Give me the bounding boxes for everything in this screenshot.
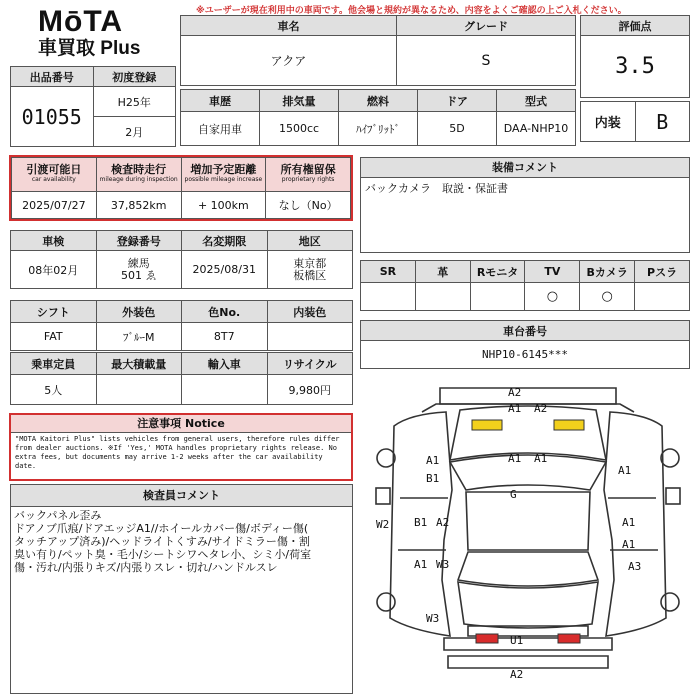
damage-mark: A1 bbox=[426, 454, 440, 467]
inspector-box bbox=[10, 484, 353, 694]
spec-header: 車歴 bbox=[181, 90, 260, 112]
spec-value: ﾊｲﾌﾞﾘｯﾄﾞ bbox=[339, 112, 418, 146]
rights-label: 所有権留保 bbox=[280, 162, 336, 176]
caution-title: 注意事項 Notice bbox=[11, 415, 351, 433]
car-table bbox=[180, 15, 576, 86]
caution-frame bbox=[9, 413, 353, 481]
option-value: ○ bbox=[525, 283, 580, 311]
equipment-title: 装備コメント bbox=[361, 158, 689, 178]
option-value bbox=[361, 283, 416, 311]
district-city: 板橋区 bbox=[293, 268, 327, 282]
delivery-header bbox=[12, 158, 97, 192]
first-reg-month: 2月 bbox=[93, 117, 176, 147]
damage-mark: A1 bbox=[622, 538, 636, 551]
increase-sub: possible mileage increase bbox=[184, 175, 263, 183]
reg-header: 名変期限 bbox=[182, 231, 268, 251]
top-notice: ※ユーザーが現在利用中の車両です。他会場と規約が異なるため、内容をよくご確認の上ご入札ください。 bbox=[196, 6, 627, 16]
damage-mark: A1 bbox=[622, 516, 636, 529]
logo-line1: MōTA bbox=[38, 5, 124, 38]
specs-table bbox=[180, 89, 576, 146]
delivery-table bbox=[11, 157, 351, 219]
damage-mark: G bbox=[510, 488, 517, 501]
mileage-label: 検査時走行 bbox=[111, 162, 167, 176]
inspector-line: バックパネル歪み bbox=[14, 509, 102, 522]
damage-mark: A1 bbox=[618, 464, 632, 477]
first-reg-year: H25年 bbox=[93, 87, 176, 117]
spec-value: 5D bbox=[418, 112, 497, 146]
options-table bbox=[360, 260, 690, 311]
damage-mark: A3 bbox=[628, 560, 642, 573]
damage-mark: A1 bbox=[508, 452, 522, 465]
capacity-header: 輸入車 bbox=[182, 353, 268, 375]
option-header: Bカメラ bbox=[580, 261, 635, 283]
option-header: TV bbox=[525, 261, 580, 283]
damage-mark: A1 bbox=[414, 558, 428, 571]
inspector-line: 傷・汚れ/内張りキズ/内張りスレ・切れ/ハンドルスレ bbox=[14, 561, 278, 574]
capacity-header: 乗車定員 bbox=[11, 353, 97, 375]
shift-table bbox=[10, 300, 353, 351]
shift-value: 8T7 bbox=[182, 323, 268, 351]
availability-label: 引渡可能日 bbox=[26, 162, 82, 176]
option-header: Pスラ bbox=[635, 261, 690, 283]
damage-mark: A1 bbox=[534, 452, 548, 465]
damage-mark: A1 bbox=[508, 402, 522, 415]
listing-no-value: 01055 bbox=[11, 87, 94, 147]
reg-header: 車検 bbox=[11, 231, 97, 251]
capacity-value bbox=[96, 375, 182, 405]
option-value bbox=[415, 283, 470, 311]
damage-mark: U1 bbox=[510, 634, 524, 647]
inspector-line: 臭い有り/ペット臭・毛小/シートシワヘタレ小、シミ小/荷室 bbox=[14, 548, 312, 561]
grade-value: S bbox=[397, 36, 576, 86]
interior-value: B bbox=[635, 102, 690, 142]
spec-header: 排気量 bbox=[260, 90, 339, 112]
option-value: ○ bbox=[580, 283, 635, 311]
car-name-label: 車名 bbox=[181, 16, 397, 36]
option-header: Rモニタ bbox=[470, 261, 525, 283]
option-value bbox=[635, 283, 690, 311]
damage-mark: A2 bbox=[436, 516, 450, 529]
score-table bbox=[580, 15, 690, 98]
capacity-header: 最大積載量 bbox=[96, 353, 182, 375]
first-reg-label: 初度登録 bbox=[93, 67, 176, 87]
listing-table bbox=[10, 66, 176, 147]
interior-table bbox=[580, 101, 690, 142]
rights-sub: proprietary rights bbox=[281, 175, 335, 183]
delivery-header bbox=[266, 158, 351, 192]
availability-sub: car availability bbox=[31, 175, 76, 183]
delivery-frame bbox=[9, 155, 353, 221]
shift-header: 内装色 bbox=[267, 301, 353, 323]
spec-value: DAA-NHP10 bbox=[497, 112, 576, 146]
inspector-text bbox=[11, 507, 352, 576]
shift-value: ﾌﾞﾙｰM bbox=[96, 323, 182, 351]
option-value bbox=[470, 283, 525, 311]
damage-mark: B1 bbox=[414, 516, 428, 529]
transfer-deadline-value: 2025/08/31 bbox=[182, 251, 268, 289]
shift-header: 外装色 bbox=[96, 301, 182, 323]
capacity-value bbox=[182, 375, 268, 405]
damage-mark: B1 bbox=[426, 472, 440, 485]
damage-mark: A2 bbox=[534, 402, 548, 415]
option-header: 革 bbox=[415, 261, 470, 283]
interior-label: 内装 bbox=[581, 102, 636, 142]
mileage-sub: mileage during inspection bbox=[99, 175, 178, 183]
score-value: 3.5 bbox=[581, 36, 690, 98]
spec-header: 型式 bbox=[497, 90, 576, 112]
inspection-value: 08年02月 bbox=[11, 251, 97, 289]
damage-mark: A2 bbox=[508, 386, 522, 399]
damage-mark: A2 bbox=[510, 668, 524, 681]
damage-mark: W3 bbox=[436, 558, 450, 571]
reg-header: 登録番号 bbox=[96, 231, 182, 251]
plate-value bbox=[96, 251, 182, 289]
inspector-title: 検査員コメント bbox=[11, 485, 352, 507]
registration-table bbox=[10, 230, 353, 289]
inspector-line: タッチアップ済み)/ヘッドライトくすみ/サイドミラー傷・割 bbox=[14, 535, 310, 548]
score-label: 評価点 bbox=[581, 16, 690, 36]
rights-value: なし（No） bbox=[266, 192, 351, 219]
shift-value bbox=[267, 323, 353, 351]
caution-text: "MOTA Kaitori Plus" lists vehicles from general users, therefore rules differ from dealer auctions. ※If 'Yes,' MOTA handles proprietary rights release. No extra fees, but documents may arrive 1-2 weeks after the car availability date. bbox=[15, 435, 340, 470]
shift-header: シフト bbox=[11, 301, 97, 323]
spec-value: 1500cc bbox=[260, 112, 339, 146]
listing-no-label: 出品番号 bbox=[11, 67, 94, 87]
car-outline bbox=[360, 380, 696, 696]
district-value bbox=[267, 251, 353, 289]
capacity-header: リサイクル bbox=[267, 353, 353, 375]
grade-label: グレード bbox=[397, 16, 576, 36]
increase-value: + 100km bbox=[181, 192, 266, 219]
capacity-value: 5人 bbox=[11, 375, 97, 405]
spec-header: ドア bbox=[418, 90, 497, 112]
damage-mark: W3 bbox=[426, 612, 440, 625]
damage-mark: W2 bbox=[376, 518, 390, 531]
reg-header: 地区 bbox=[267, 231, 353, 251]
shift-value: FAT bbox=[11, 323, 97, 351]
capacity-table bbox=[10, 352, 353, 405]
shift-header: 色No. bbox=[182, 301, 268, 323]
chassis-value: NHP10-6145*** bbox=[361, 341, 690, 369]
capacity-value: 9,980円 bbox=[267, 375, 353, 405]
spec-value: 自家用車 bbox=[181, 112, 260, 146]
increase-label: 増加予定距離 bbox=[190, 162, 257, 176]
delivery-header bbox=[181, 158, 266, 192]
spec-header: 燃料 bbox=[339, 90, 418, 112]
chassis-table bbox=[360, 320, 690, 369]
availability-value: 2025/07/27 bbox=[12, 192, 97, 219]
chassis-title: 車台番号 bbox=[361, 321, 690, 341]
mileage-value: 37,852km bbox=[96, 192, 181, 219]
inspector-line: ドアノブ爪痕/ドアエッジA1//ホイールカバー傷/ボディー傷( bbox=[14, 522, 309, 535]
plate-number: 501 ゑ bbox=[121, 268, 157, 282]
option-header: SR bbox=[361, 261, 416, 283]
delivery-header bbox=[96, 158, 181, 192]
equipment-box bbox=[360, 157, 690, 253]
logo-line2: 車買取 Plus bbox=[38, 38, 141, 59]
equipment-text: バックカメラ 取説・保証書 bbox=[365, 182, 508, 195]
damage-diagram bbox=[360, 380, 696, 696]
mota-logo bbox=[38, 6, 158, 60]
plate-area: 練馬 bbox=[127, 256, 150, 270]
district-pref: 東京都 bbox=[293, 256, 327, 270]
car-name-value: アクア bbox=[181, 36, 397, 86]
